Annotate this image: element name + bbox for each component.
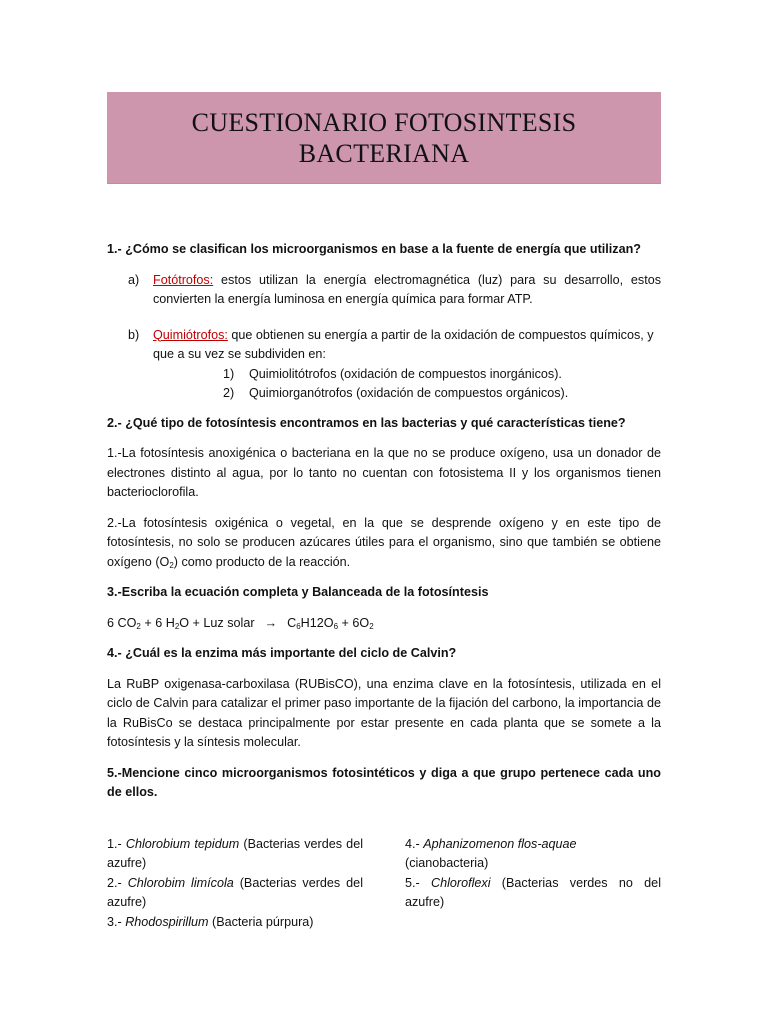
- question-1: 1.- ¿Cómo se clasifican los microorganismos en base a la fuente de energía que utilizan?: [107, 242, 641, 256]
- answer-2-paragraph-1: 1.-La fotosíntesis anoxigénica o bacteriana en la que no se produce oxígeno, usa un donador de electrones distinto al agua, por lo tanto no cuentan con fotosistema II y los organismos tienen bacterioclorofila.: [107, 446, 661, 499]
- list-item-num: 2.-: [107, 875, 128, 890]
- eq-sub-c6: 6: [296, 621, 301, 631]
- sub-item-2: [107, 384, 661, 404]
- answer-1b-body: que obtienen su energía a partir de la oxidación de compuestos químicos, y que a su vez se subdividen en:: [153, 327, 654, 361]
- list-item: [405, 835, 661, 874]
- eq-h12o: H12O: [300, 615, 334, 630]
- microorganism-column-right: [405, 835, 661, 933]
- sub-item-2-text: Quimiorganótrofos (oxidación de compuestos orgánicos).: [249, 386, 569, 400]
- sub-item-2-num: 2): [223, 386, 235, 400]
- species-group: (cianobacteria): [405, 856, 489, 870]
- microorganism-list: [107, 835, 661, 933]
- answer-4: La RuBP oxigenasa-carboxilasa (RUBisCO), una enzima clave en la fotosíntesis, utilizada en el ciclo de Calvin para catalizar el primer paso importante de la fijación del carbono, la importancia de la RuBisCo se destaca principalmente por estar presente en cada planta que se somete a la fotosíntesis y la síntesis molecular.: [107, 676, 661, 749]
- species-name: Chloroflexi: [431, 875, 491, 890]
- term-quimiotrofos: Quimiótrofos:: [153, 327, 228, 342]
- eq-c: C: [287, 615, 297, 630]
- term-fototrofos: Fotótrofos:: [153, 272, 214, 287]
- eq-sub-h2: 2: [174, 621, 180, 631]
- eq-sub-co2: 2: [136, 621, 141, 631]
- list-item: [107, 874, 363, 913]
- equation: [107, 614, 661, 634]
- eq-6o: + 6O: [338, 615, 370, 630]
- sub-item-1: [107, 365, 661, 385]
- answer-1a: [107, 271, 661, 310]
- species-name: Chlorobium tepidum: [125, 836, 240, 851]
- species-name: Aphanizomenon flos-aquae: [423, 836, 577, 851]
- eq-luz: O + Luz solar: [179, 615, 255, 630]
- answer-2-p2-start: 2.-La fotosíntesis oxigénica o vegetal, en la que se desprende oxígeno y en este tipo de fotosíntesis, no solo se producen azúcares útiles para el organismo, sino que también se obtiene oxígeno (O: [107, 515, 661, 569]
- answer-1b: [107, 326, 661, 365]
- sub-item-1-text: Quimiolitótrofos (oxidación de compuestos inorgánicos).: [249, 366, 562, 381]
- species-name: Rhodospirillum: [125, 914, 209, 929]
- list-item-num: 4.-: [405, 836, 424, 851]
- answer-1a-body: estos utilizan la energía electromagnética (luz) para su desarrollo, estos convierten la energía luminosa en energía química para formar ATP.: [153, 272, 661, 306]
- answer-2-paragraph-2: [107, 514, 661, 573]
- answer-1b-text: [153, 326, 661, 365]
- item-label-b: b): [128, 327, 140, 342]
- answer-2-p2-end: ) como producto de la reacción.: [173, 554, 351, 569]
- list-item: [405, 874, 661, 913]
- species-group: (Bacterias verdes del azufre): [107, 875, 363, 909]
- item-label-a: a): [128, 272, 140, 287]
- eq-sub-o2: 2: [369, 621, 374, 631]
- answer-1a-text: [153, 271, 661, 310]
- list-item: [107, 835, 363, 874]
- species-group: (Bacterias verdes del azufre): [107, 836, 363, 870]
- title-box: [107, 92, 661, 184]
- question-5: 5.-Mencione cinco microorganismos fotosintéticos y diga a que grupo pertenece cada uno de ellos.: [107, 765, 661, 799]
- document-body: [107, 240, 661, 932]
- eq-sub-o6: 6: [333, 621, 339, 631]
- o2-subscript: 2: [169, 560, 174, 570]
- species-group: (Bacteria púrpura): [208, 914, 314, 929]
- microorganism-column-left: [107, 835, 363, 933]
- list-item-num: 5.-: [405, 875, 431, 890]
- eq-h2o: + 6 H: [140, 615, 175, 630]
- sub-item-1-num: 1): [223, 366, 235, 381]
- species-group: (Bacterias verdes no del azufre): [405, 875, 661, 909]
- list-item: [107, 913, 363, 933]
- list-item-num: 1.-: [107, 836, 126, 851]
- eq-co2: 6 CO: [107, 615, 137, 630]
- title-line-1: CUESTIONARIO FOTOSINTESIS: [191, 107, 577, 137]
- title-line-2: BACTERIANA: [298, 138, 470, 168]
- question-3: 3.-Escriba la ecuación completa y Balanceada de la fotosíntesis: [107, 585, 489, 599]
- right-arrow-icon: →: [264, 615, 278, 630]
- list-item-num: 3.-: [107, 914, 126, 929]
- question-4: 4.- ¿Cuál es la enzima más importante del ciclo de Calvin?: [107, 646, 457, 660]
- question-2: 2.- ¿Qué tipo de fotosíntesis encontramos en las bacterias y qué características tiene?: [107, 415, 626, 430]
- species-name: Chlorobim limícola: [127, 875, 234, 890]
